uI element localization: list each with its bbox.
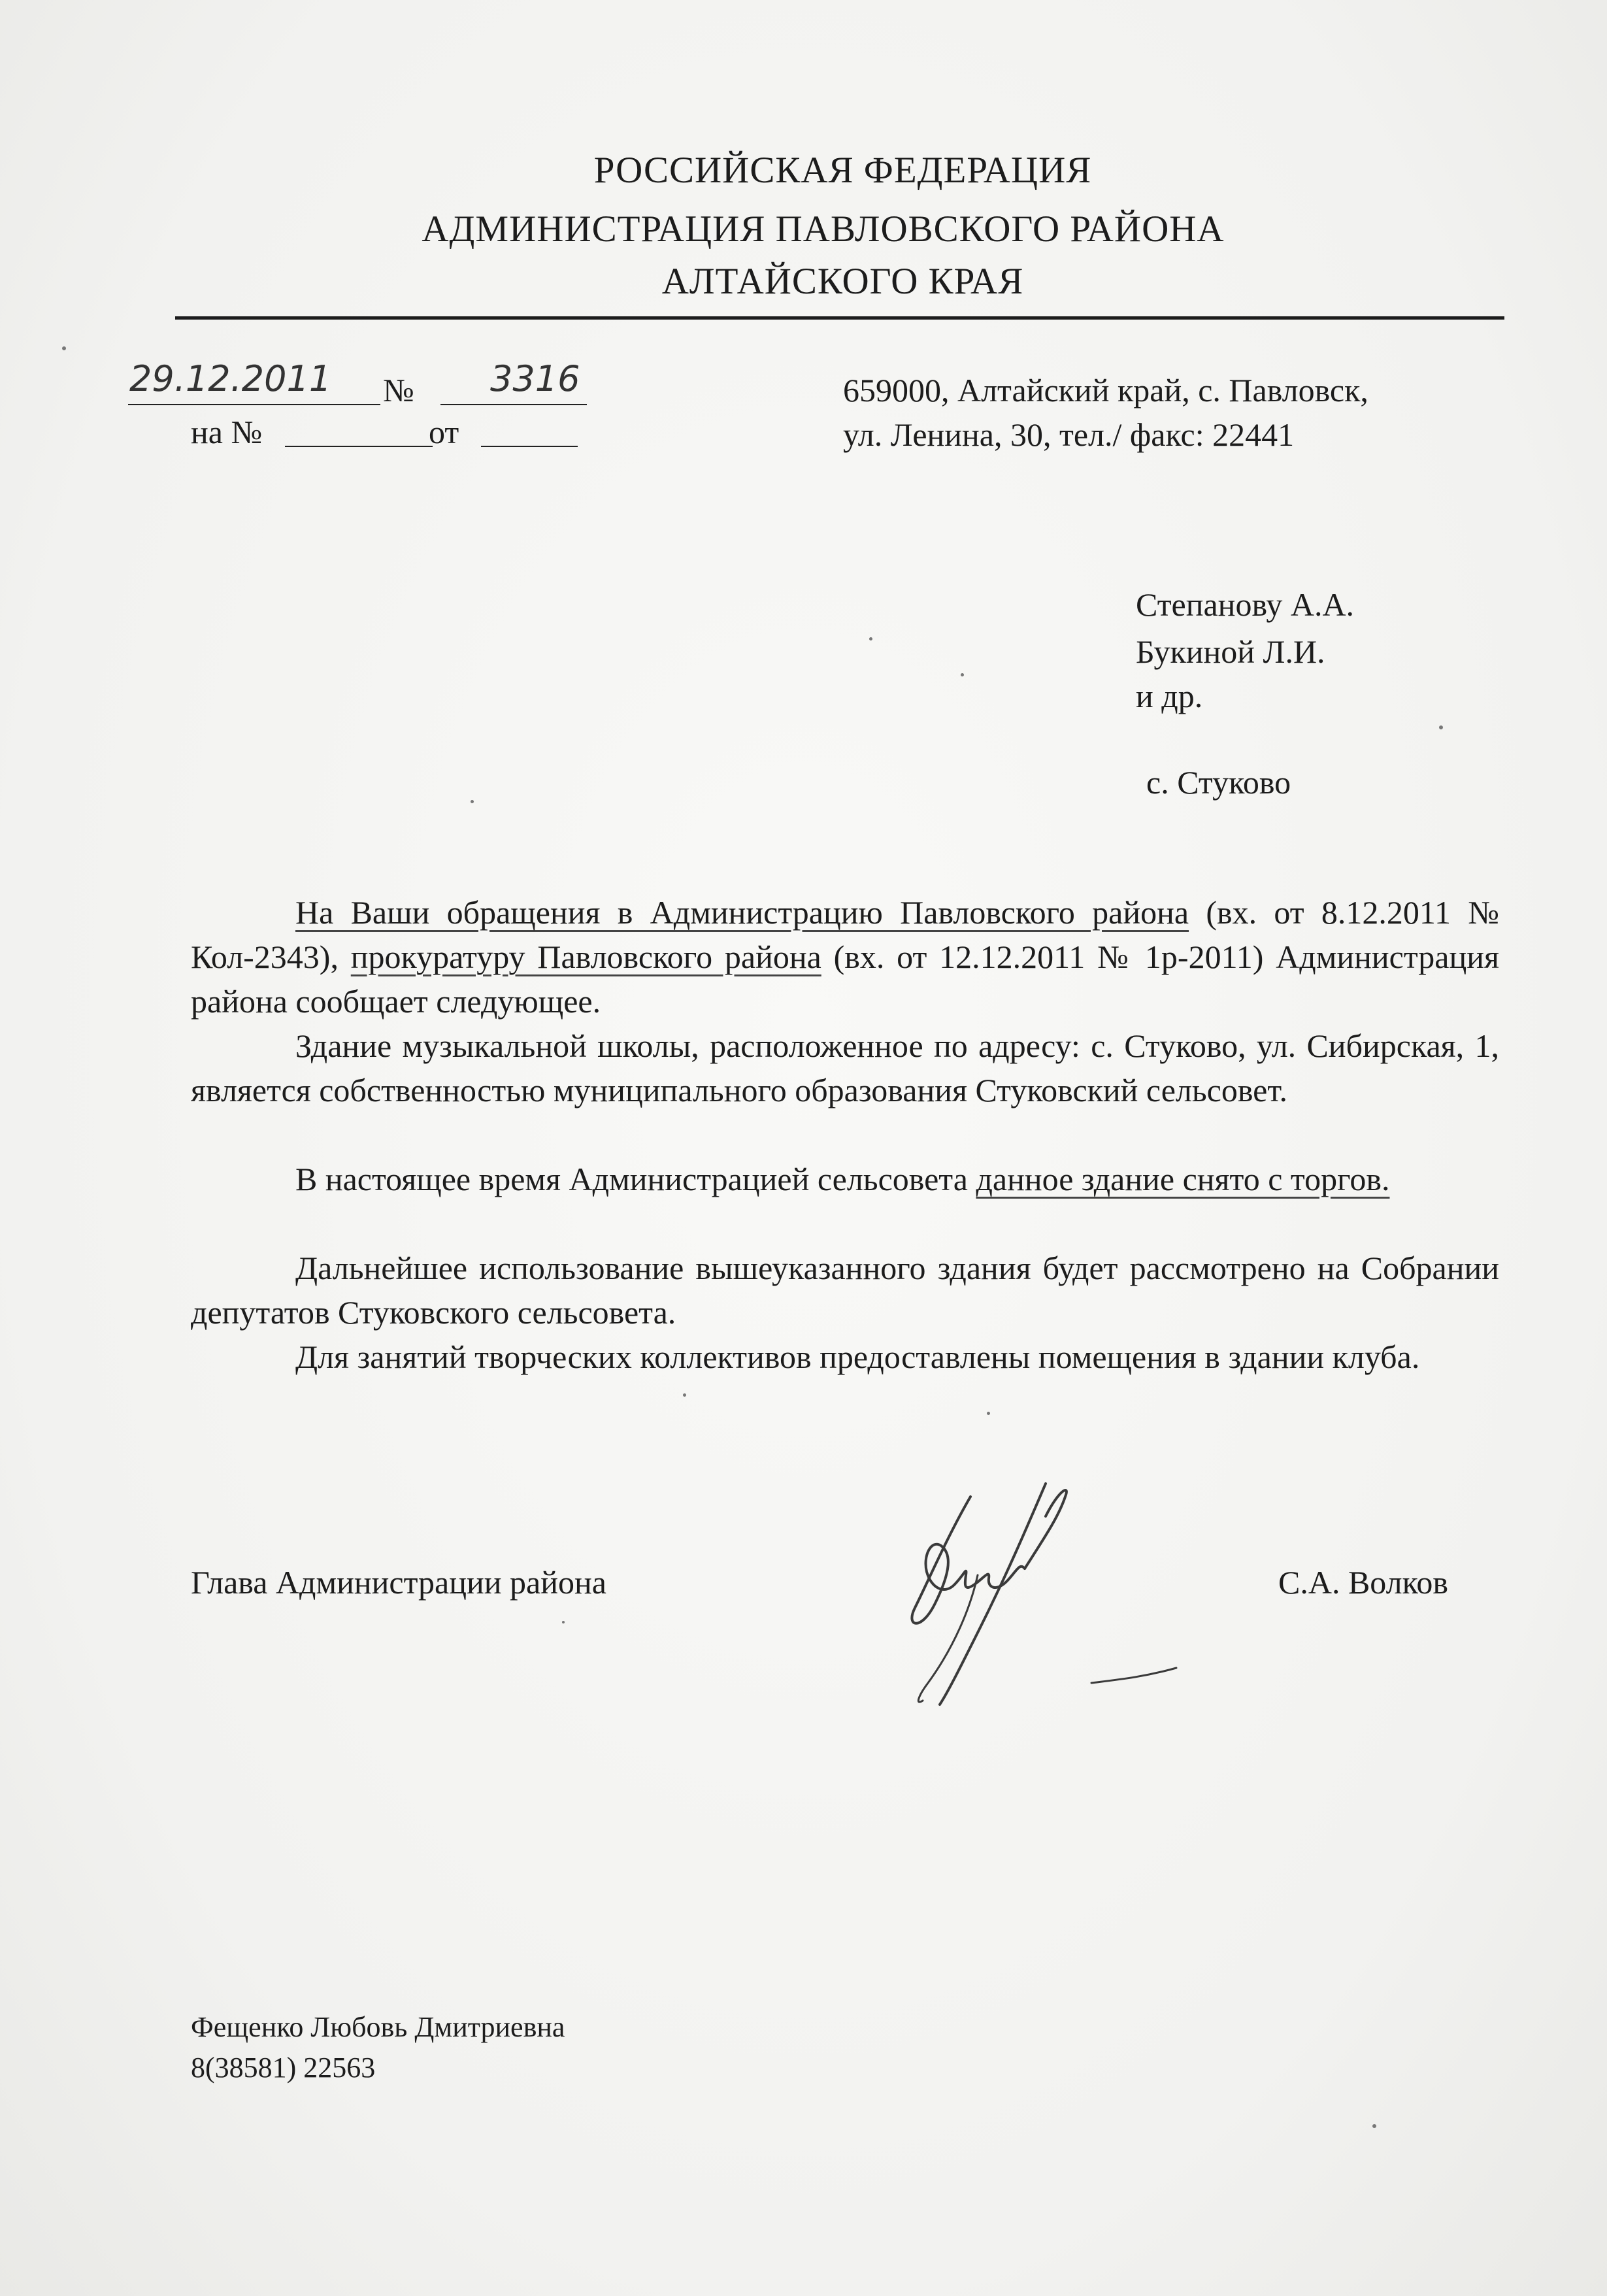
scan-speck <box>683 1393 686 1397</box>
registration-number: 3316 <box>490 358 580 399</box>
body-paragraph-2: Здание музыкальной школы, расположенное по адресу: с. Стуково, ул. Сибирская, 1, является собственностью муниципального образования Стуковский сельсовет. <box>191 1027 1499 1108</box>
paragraph-3-text: В настоящее время Администрацией сельсовета <box>295 1161 976 1197</box>
number-fill-line <box>440 404 587 405</box>
executor-name: Фещенко Любовь Дмитриевна <box>191 2011 565 2043</box>
letterhead-region: АЛТАЙСКОГО КРАЯ <box>661 261 1024 302</box>
reference-number-label: на № <box>191 414 263 450</box>
body-paragraph-4: Дальнейшее использование вышеуказанного здания будет рассмотрено на Собрании депутатов Стуковского сельсовета. <box>191 1250 1499 1331</box>
body-paragraph-3 <box>191 1157 1499 1201</box>
recipient-line3: и др. <box>1136 678 1203 714</box>
handwritten-signature-icon <box>850 1457 1216 1719</box>
scan-speck <box>961 673 964 676</box>
executor-phone: 8(38581) 22563 <box>191 2052 376 2084</box>
signatory-name: С.А. Волков <box>1278 1564 1448 1601</box>
scan-speck <box>471 800 474 803</box>
body-paragraph-5: Для занятий творческих коллективов предоставлены помещения в здании клуба. <box>295 1339 1420 1375</box>
sender-address-line2: ул. Ленина, 30, тел./ факс: 22441 <box>843 416 1295 453</box>
recipient-line1: Степанову А.А. <box>1136 586 1355 623</box>
sender-address-line1: 659000, Алтайский край, с. Павловск, <box>843 372 1368 408</box>
prosecutor-reference-underlined: прокуратуру Павловского района <box>350 939 821 975</box>
scan-speck <box>869 637 872 641</box>
signatory-position: Глава Администрации района <box>191 1564 606 1601</box>
reference-date-label: от <box>429 414 459 450</box>
reference-date-line <box>481 446 578 447</box>
registration-date: 29.12.2011 <box>129 358 332 399</box>
scan-speck <box>1372 2124 1376 2128</box>
scan-speck <box>987 1412 990 1415</box>
letterhead-country: РОССИЙСКАЯ ФЕДЕРАЦИЯ <box>593 150 1092 191</box>
appeal-reference-text: (вх. от 8.12.2011 № Кол-2343), <box>191 894 1499 975</box>
number-sign: № <box>383 372 414 408</box>
body-paragraph-1 <box>191 890 1499 1023</box>
letterhead-divider <box>175 316 1504 320</box>
building-withdrawn-underlined: данное здание снято с торгов. <box>976 1161 1390 1197</box>
recipient-line2: Букиной Л.И. <box>1136 633 1325 670</box>
reference-number-line <box>285 446 433 447</box>
prosecutor-reference-text: (вх. от 12.12.2011 № 1р-2011) Администрация района сообщает следующее. <box>191 939 1499 1020</box>
recipient-place: с. Стуково <box>1146 764 1291 801</box>
scan-speck <box>1439 725 1443 729</box>
appeal-reference-underlined: На Ваши обращения в Администрацию Павловского района <box>295 894 1189 931</box>
date-fill-line <box>128 404 380 405</box>
scan-speck <box>62 346 66 350</box>
letterhead-administration: АДМИНИСТРАЦИЯ ПАВЛОВСКОГО РАЙОНА <box>422 208 1225 250</box>
scan-speck <box>562 1621 565 1623</box>
